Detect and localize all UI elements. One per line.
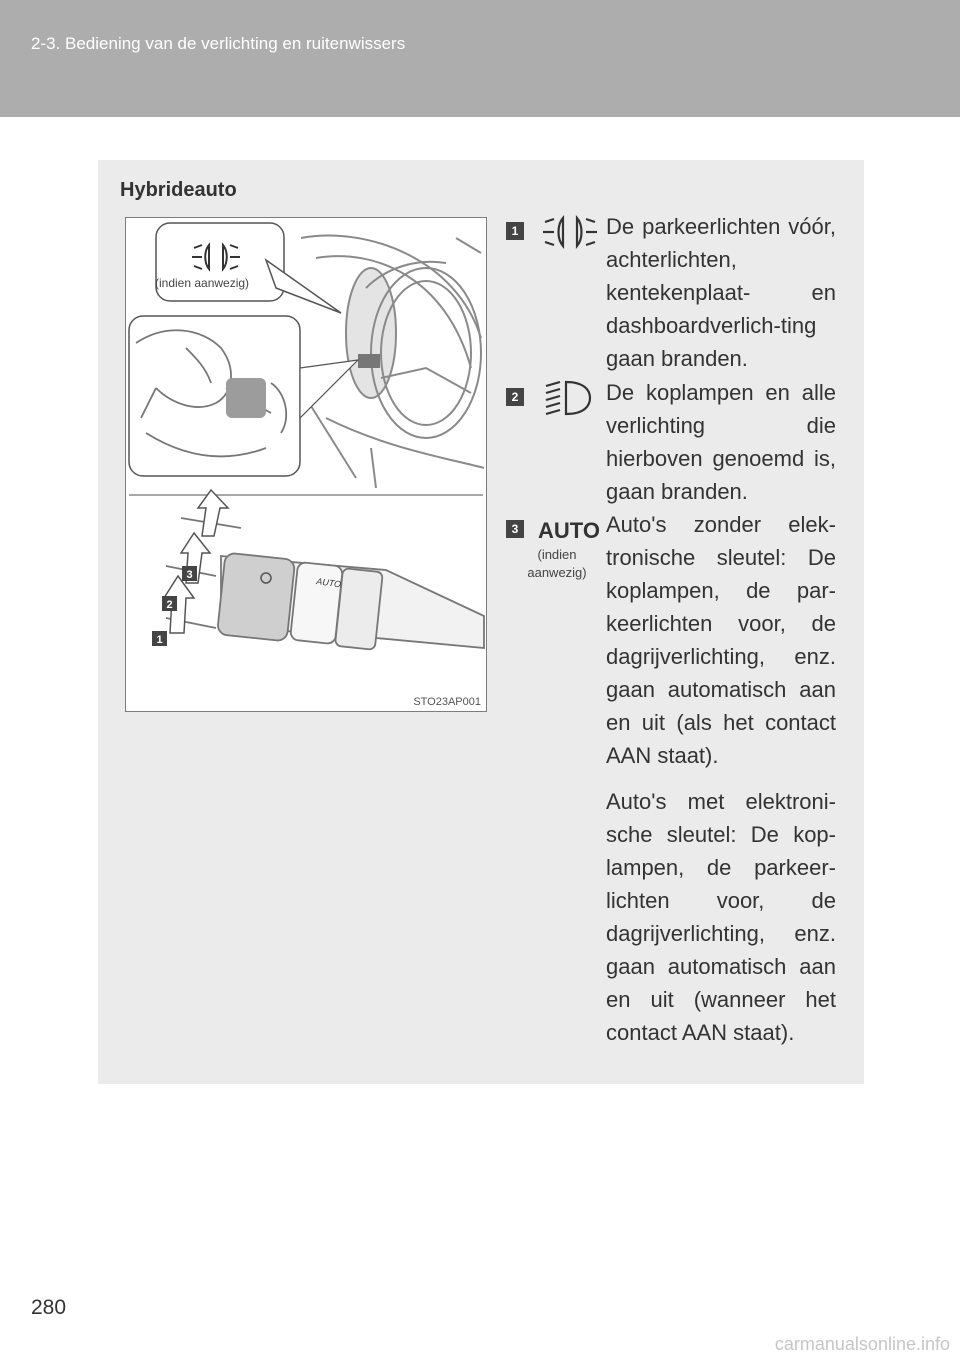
list-item bbox=[506, 210, 836, 370]
page-header bbox=[0, 0, 960, 117]
page-number: 280 bbox=[31, 1296, 67, 1319]
symbol-note: (indien aanwezig) bbox=[527, 547, 587, 580]
parking-lights-icon bbox=[534, 210, 604, 254]
step-badge-1: 1 bbox=[156, 634, 163, 646]
item-text: De koplampen en alle verlichting die hierboven genoemd is, gaan branden. bbox=[606, 380, 836, 504]
item-number-badge: 2 bbox=[506, 388, 524, 406]
item-text: De parkeerlichten vóór, achterlichten, kentekenplaat- en dashboardverlich-ting gaan branden. bbox=[606, 214, 836, 371]
item-text: Auto's zonder elek-tronische sleutel: De koplampen, de par-keerlichten voor, de dagrijverlichting, enz. gaan automatisch aan en uit (als het contact AAN staat). bbox=[606, 512, 836, 768]
item-description bbox=[606, 210, 836, 388]
step-badge-2: 2 bbox=[166, 599, 173, 611]
item-description bbox=[606, 376, 836, 521]
item-text: Auto's met elektroni-sche sleutel: De kop-lampen, de parkeer-lichten voor, de dagrijverlichting, enz. gaan automatisch aan en uit (wanneer het contact AAN staat). bbox=[606, 789, 836, 1045]
info-panel bbox=[98, 160, 864, 1084]
item-number-badge: 1 bbox=[506, 222, 524, 240]
headlight-icon bbox=[534, 376, 604, 420]
light-switch-illustration bbox=[125, 217, 487, 712]
list-item bbox=[506, 508, 836, 1068]
auto-symbol-text: AUTO bbox=[538, 518, 600, 543]
illustration-drawing bbox=[126, 218, 486, 711]
footer-watermark: carmanualsonline.info bbox=[774, 1334, 950, 1354]
switch-auto-text: AUTO bbox=[315, 576, 342, 590]
list-item bbox=[506, 376, 836, 506]
panel-title: Hybrideauto bbox=[120, 179, 237, 201]
step-badge-3: 3 bbox=[186, 569, 193, 581]
item-number-badge: 3 bbox=[506, 520, 524, 538]
item-description bbox=[606, 508, 836, 1062]
section-title: 2-3. Bediening van de verlichting en ruitenwissers bbox=[31, 34, 406, 53]
callout-label: (indien aanwezig) bbox=[155, 276, 250, 290]
figure-code: STO23AP001 bbox=[413, 696, 481, 708]
figure-step-badges bbox=[152, 566, 197, 646]
